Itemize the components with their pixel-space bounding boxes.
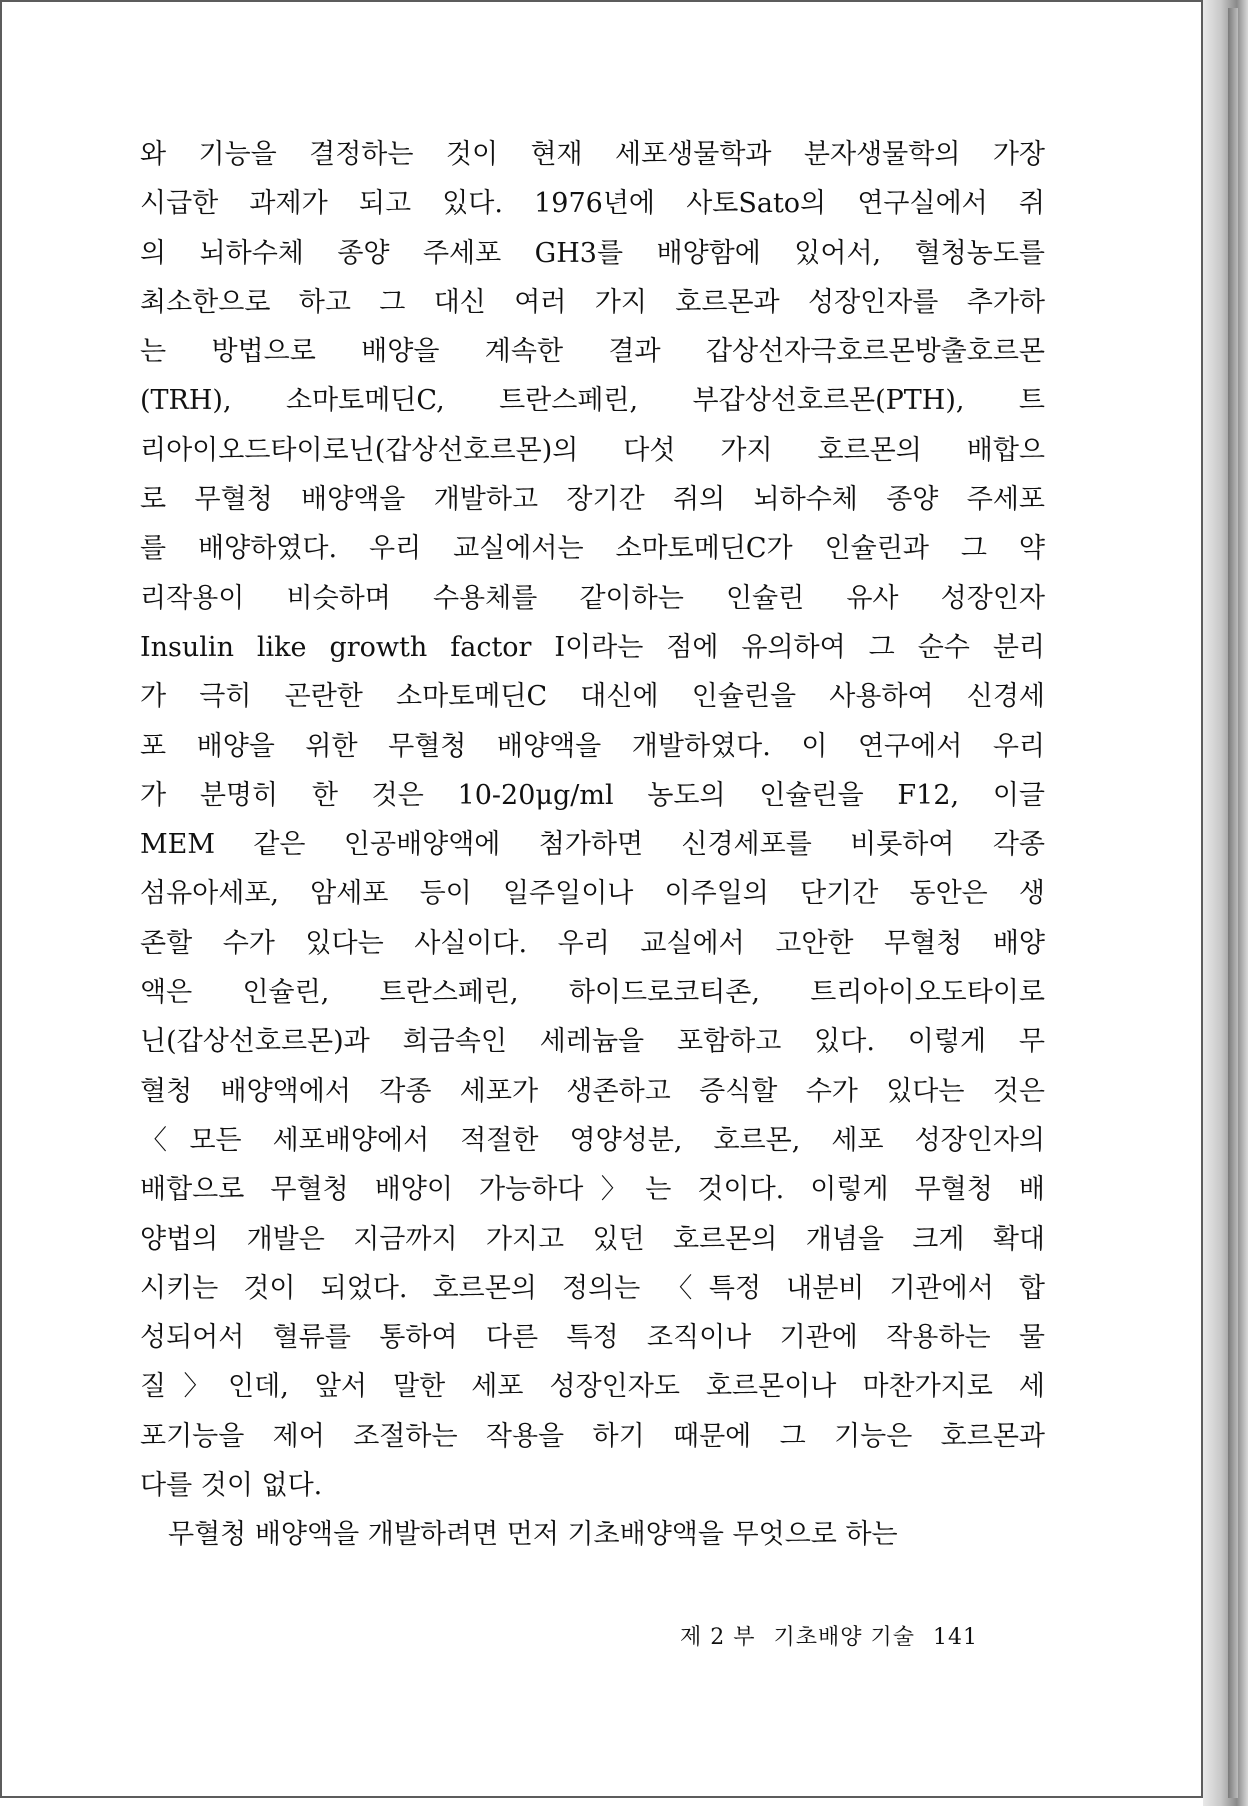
text-line: 닌(갑상선호르몬)과 희금속인 세레늄을 포함하고 있다. 이렇게 무: [140, 1026, 1045, 1058]
page-footer: [680, 1620, 1020, 1651]
text-line: 로 무혈청 배양액을 개발하고 장기간 쥐의 뇌하수체 종양 주세포: [140, 484, 1045, 516]
text-line: 와 기능을 결정하는 것이 현재 세포생물학과 분자생물학의 가장: [140, 139, 1045, 170]
text-line: 는 방법으로 배양을 계속한 결과 갑상선자극호르몬방출호르몬: [140, 336, 1045, 368]
page-edge-shadow: [1203, 0, 1248, 1806]
text-line: MEM 같은 인공배양액에 첨가하면 신경세포를 비롯하여 각종: [140, 829, 1045, 861]
text-line: 질〉인데, 앞서 말한 세포 성장인자도 호르몬이나 마찬가지로 세: [140, 1371, 1045, 1403]
paragraph-start-line: 무혈청 배양액을 개발하려면 먼저 기초배양액을 무엇으로 하는: [168, 1519, 898, 1551]
text-line: 혈청 배양액에서 각종 세포가 생존하고 증식할 수가 있다는 것은: [140, 1075, 1045, 1107]
text-line: 리작용이 비슷하며 수용체를 같이하는 인슐린 유사 성장인자: [140, 582, 1045, 614]
text-line: 포 배양을 위한 무혈청 배양액을 개발하였다. 이 연구에서 우리: [140, 730, 1045, 762]
text-line: 〈모든 세포배양에서 적절한 영양성분, 호르몬, 세포 성장인자의: [140, 1124, 1045, 1156]
text-line: 섬유아세포, 암세포 등이 일주일이나 이주일의 단기간 동안은 생: [140, 878, 1045, 910]
page-edge-inner: [1228, 8, 1238, 1798]
text-line: 시급한 과제가 되고 있다. 1976년에 사토Sato의 연구실에서 쥐: [140, 188, 1045, 220]
text-line: 시키는 것이 되었다. 호르몬의 정의는 〈특정 내분비 기관에서 합: [140, 1272, 1045, 1304]
text-line: 가 분명히 한 것은 10-20μg/ml 농도의 인슐린을 F12, 이글: [140, 779, 1045, 811]
text-line: 배합으로 무혈청 배양이 가능하다〉는 것이다. 이렇게 무혈청 배: [140, 1174, 1045, 1206]
text-line: (TRH), 소마토메딘C, 트란스페린, 부갑상선호르몬(PTH), 트: [140, 385, 1045, 417]
text-line: 리아이오드타이로닌(갑상선호르몬)의 다섯 가지 호르몬의 배합으: [140, 434, 1045, 466]
text-line: 를 배양하였다. 우리 교실에서는 소마토메딘C가 인슐린과 그 약: [140, 533, 1045, 565]
text-line: 의 뇌하수체 종양 주세포 GH3를 배양함에 있어서, 혈청농도를: [140, 237, 1045, 269]
text-line: 포기능을 제어 조절하는 작용을 하기 때문에 그 기능은 호르몬과: [140, 1420, 1045, 1452]
footer-section-title: 기초배양 기술: [773, 1625, 916, 1650]
text-line: 성되어서 혈류를 통하여 다른 특정 조직이나 기관에 작용하는 물: [140, 1322, 1045, 1354]
body-text: [140, 130, 1045, 1560]
text-line: 최소한으로 하고 그 대신 여러 가지 호르몬과 성장인자를 추가하: [140, 286, 1045, 318]
text-line: 가 극히 곤란한 소마토메딘C 대신에 인슐린을 사용하여 신경세: [140, 681, 1045, 713]
text-line: 양법의 개발은 지금까지 가지고 있던 호르몬의 개념을 크게 확대: [140, 1223, 1045, 1255]
footer-part: 제 2 부: [680, 1625, 756, 1650]
paragraph-end-line: 다를 것이 없다.: [140, 1470, 323, 1502]
page-number: 141: [933, 1625, 979, 1650]
text-line: 존할 수가 있다는 사실이다. 우리 교실에서 고안한 무혈청 배양: [140, 927, 1045, 959]
text-line: Insulin like growth factor I이라는 점에 유의하여 그 순수 분리: [140, 631, 1045, 663]
text-line: 액은 인슐린, 트란스페린, 하이드로코티존, 트리아이오도타이로: [140, 977, 1045, 1009]
